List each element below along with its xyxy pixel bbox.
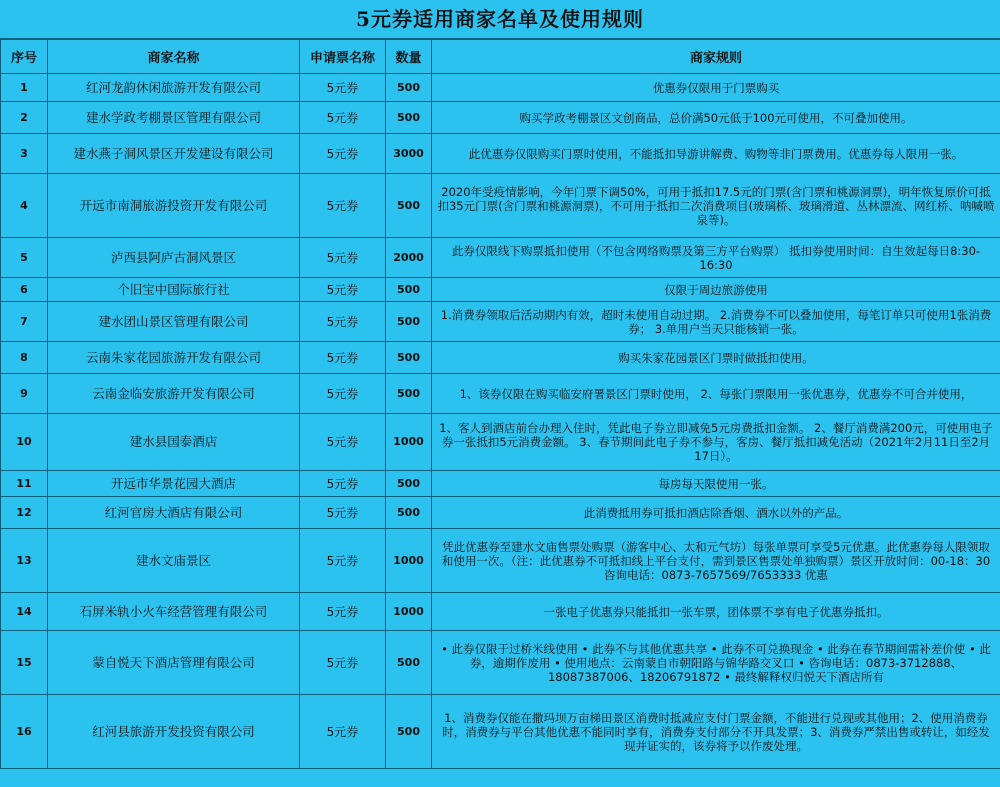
- merchant-rule-cell: 此消费抵用券可抵扣酒店除香烟、酒水以外的产品。: [432, 497, 1000, 529]
- merchant-name-cell: 红河官房大酒店有限公司: [48, 497, 300, 529]
- ticket-name-cell: 5元券: [300, 342, 386, 374]
- merchant-rule-cell: 每房每天限使用一张。: [432, 471, 1000, 497]
- quantity-cell: 500: [386, 302, 432, 342]
- merchant-rule-cell: • 此券仅限于过桥米线使用 • 此券不与其他优惠共享 • 此券不可兑换现金 • 此券在春节期间需补差价使 • 此券，逾期作废用 • 使用地点：云南蒙自市朝阳路与锦华路交叉口 • 咨询电话：0873-3712888、18087387006、18206791872 • 最终解释权归悦天下酒店所有: [432, 631, 1000, 695]
- header-qty: 数量: [386, 40, 432, 74]
- ticket-name-cell: 5元券: [300, 374, 386, 414]
- merchant-name-cell: 红河龙韵休闲旅游开发有限公司: [48, 74, 300, 102]
- quantity-cell: 3000: [386, 134, 432, 174]
- merchant-name-cell: 开远市华景花园大酒店: [48, 471, 300, 497]
- header-ticket: 申请票名称: [300, 40, 386, 74]
- ticket-name-cell: 5元券: [300, 302, 386, 342]
- merchant-name-cell: 蒙自悦天下酒店管理有限公司: [48, 631, 300, 695]
- merchant-rule-cell: 此券仅限线下购票抵扣使用（不包含网络购票及第三方平台购票） 抵扣券使用时间：自生效起每日8:30-16:30: [432, 238, 1000, 278]
- ticket-name-cell: 5元券: [300, 102, 386, 134]
- row-number: 14: [1, 593, 48, 631]
- row-number: 4: [1, 174, 48, 238]
- row-number: 11: [1, 471, 48, 497]
- quantity-cell: 500: [386, 278, 432, 302]
- ticket-name-cell: 5元券: [300, 74, 386, 102]
- table-row: [1, 278, 1000, 302]
- header-no: 序号: [1, 40, 48, 74]
- table-row: [1, 497, 1000, 529]
- quantity-cell: 500: [386, 374, 432, 414]
- table-row: [1, 529, 1000, 593]
- row-number: 13: [1, 529, 48, 593]
- merchant-rule-cell: 1.消费券领取后活动期内有效，超时未使用自动过期。 2.消费券不可以叠加使用，每笔订单只可使用1张消费券； 3.单用户当天只能核销一张。: [432, 302, 1000, 342]
- row-number: 2: [1, 102, 48, 134]
- quantity-cell: 2000: [386, 238, 432, 278]
- merchant-table: [0, 39, 1000, 769]
- row-number: 3: [1, 134, 48, 174]
- merchant-rule-cell: 购买学政考棚景区文创商品，总价满50元低于100元可使用，不可叠加使用。: [432, 102, 1000, 134]
- merchant-rule-cell: 一张电子优惠券只能抵扣一张车票，团体票不享有电子优惠券抵扣。: [432, 593, 1000, 631]
- row-number: 12: [1, 497, 48, 529]
- ticket-name-cell: 5元券: [300, 593, 386, 631]
- quantity-cell: 500: [386, 497, 432, 529]
- table-row: [1, 102, 1000, 134]
- ticket-name-cell: 5元券: [300, 174, 386, 238]
- quantity-cell: 500: [386, 695, 432, 769]
- table-row: [1, 174, 1000, 238]
- merchant-rule-cell: 2020年受疫情影响，今年门票下调50%，可用于抵扣17.5元的门票(含门票和桃源洞票)，明年恢复原价可抵扣35元门票(含门票和桃源洞票)，不可用于抵扣二次消费项目(玻璃桥、玻璃滑道、丛林漂流、网红桥、呐喊喷泉等)。: [432, 174, 1000, 238]
- merchant-rule-cell: 购买朱家花园景区门票时做抵扣使用。: [432, 342, 1000, 374]
- merchant-rule-cell: 凭此优惠券至建水文庙售票处购票（游客中心、太和元气坊）每张单票可享受5元优惠。此优惠券每人限领取和使用一次。（注：此优惠券不可抵扣线上平台支付，需到景区售票处单独购票）景区开放时间：00-18：30 咨询电话：0873-7657569/7653333 优惠: [432, 529, 1000, 593]
- table-row: [1, 631, 1000, 695]
- merchant-name-cell: 泸西县阿庐古洞风景区: [48, 238, 300, 278]
- row-number: 7: [1, 302, 48, 342]
- merchant-name-cell: 红河县旅游开发投资有限公司: [48, 695, 300, 769]
- table-row: [1, 695, 1000, 769]
- merchant-rule-cell: 优惠券仅限用于门票购买: [432, 74, 1000, 102]
- table-row: [1, 238, 1000, 278]
- quantity-cell: 1000: [386, 529, 432, 593]
- quantity-cell: 1000: [386, 414, 432, 471]
- quantity-cell: 500: [386, 342, 432, 374]
- quantity-cell: 500: [386, 102, 432, 134]
- row-number: 16: [1, 695, 48, 769]
- table-row: [1, 374, 1000, 414]
- merchant-rule-cell: 1、该券仅限在购买临安府署景区门票时使用， 2、每张门票限用一张优惠券，优惠券不可合并使用，: [432, 374, 1000, 414]
- merchant-rule-cell: 1、消费券仅能在撒玛坝万亩梯田景区消费时抵减应支付门票金额，不能进行兑现或其他用；2、使用消费券时，消费券与平台其他优惠不能同时享有，消费券支付部分不开具发票；3、消费券严禁出售或转让，如经发现并证实的，该券将予以作废处理。: [432, 695, 1000, 769]
- ticket-name-cell: 5元券: [300, 631, 386, 695]
- merchant-name-cell: 建水团山景区管理有限公司: [48, 302, 300, 342]
- row-number: 1: [1, 74, 48, 102]
- merchant-rule-cell: 此优惠券仅限购买门票时使用，不能抵扣导游讲解费、购物等非门票费用。优惠券每人限用一张。: [432, 134, 1000, 174]
- ticket-name-cell: 5元券: [300, 238, 386, 278]
- row-number: 15: [1, 631, 48, 695]
- merchant-name-cell: 建水燕子洞风景区开发建设有限公司: [48, 134, 300, 174]
- table-row: [1, 471, 1000, 497]
- header-rules: 商家规则: [432, 40, 1000, 74]
- quantity-cell: 500: [386, 631, 432, 695]
- table-row: [1, 302, 1000, 342]
- merchant-name-cell: 云南朱家花园旅游开发有限公司: [48, 342, 300, 374]
- row-number: 8: [1, 342, 48, 374]
- merchant-rule-cell: 1、客人到酒店前台办理入住时，凭此电子券立即减免5元房费抵扣金额。 2、餐厅消费满200元，可使用电子券一张抵扣5元消费金额。 3、春节期间此电子券不参与，客房、餐厅抵扣减免活动（2021年2月11日至2月17日）。: [432, 414, 1000, 471]
- ticket-name-cell: 5元券: [300, 497, 386, 529]
- row-number: 10: [1, 414, 48, 471]
- merchant-name-cell: 开远市南洞旅游投资开发有限公司: [48, 174, 300, 238]
- merchant-rule-cell: 仅限于周边旅游使用: [432, 278, 1000, 302]
- header-row: [1, 40, 1000, 74]
- row-number: 9: [1, 374, 48, 414]
- ticket-name-cell: 5元券: [300, 414, 386, 471]
- table-row: [1, 134, 1000, 174]
- table-row: [1, 74, 1000, 102]
- sheet-title: 5元券适用商家名单及使用规则: [0, 0, 1000, 39]
- ticket-name-cell: 5元券: [300, 471, 386, 497]
- merchant-name-cell: 建水县国泰酒店: [48, 414, 300, 471]
- merchant-name-cell: 个旧宝中国际旅行社: [48, 278, 300, 302]
- table-row: [1, 342, 1000, 374]
- row-number: 5: [1, 238, 48, 278]
- quantity-cell: 500: [386, 174, 432, 238]
- merchant-name-cell: 云南金临安旅游开发有限公司: [48, 374, 300, 414]
- ticket-name-cell: 5元券: [300, 529, 386, 593]
- row-number: 6: [1, 278, 48, 302]
- quantity-cell: 1000: [386, 593, 432, 631]
- header-merchant: 商家名称: [48, 40, 300, 74]
- ticket-name-cell: 5元券: [300, 695, 386, 769]
- quantity-cell: 500: [386, 74, 432, 102]
- quantity-cell: 500: [386, 471, 432, 497]
- merchant-name-cell: 石屏米轨小火车经营管理有限公司: [48, 593, 300, 631]
- ticket-name-cell: 5元券: [300, 278, 386, 302]
- table-row: [1, 414, 1000, 471]
- merchant-name-cell: 建水文庙景区: [48, 529, 300, 593]
- ticket-name-cell: 5元券: [300, 134, 386, 174]
- table-row: [1, 593, 1000, 631]
- merchant-name-cell: 建水学政考棚景区管理有限公司: [48, 102, 300, 134]
